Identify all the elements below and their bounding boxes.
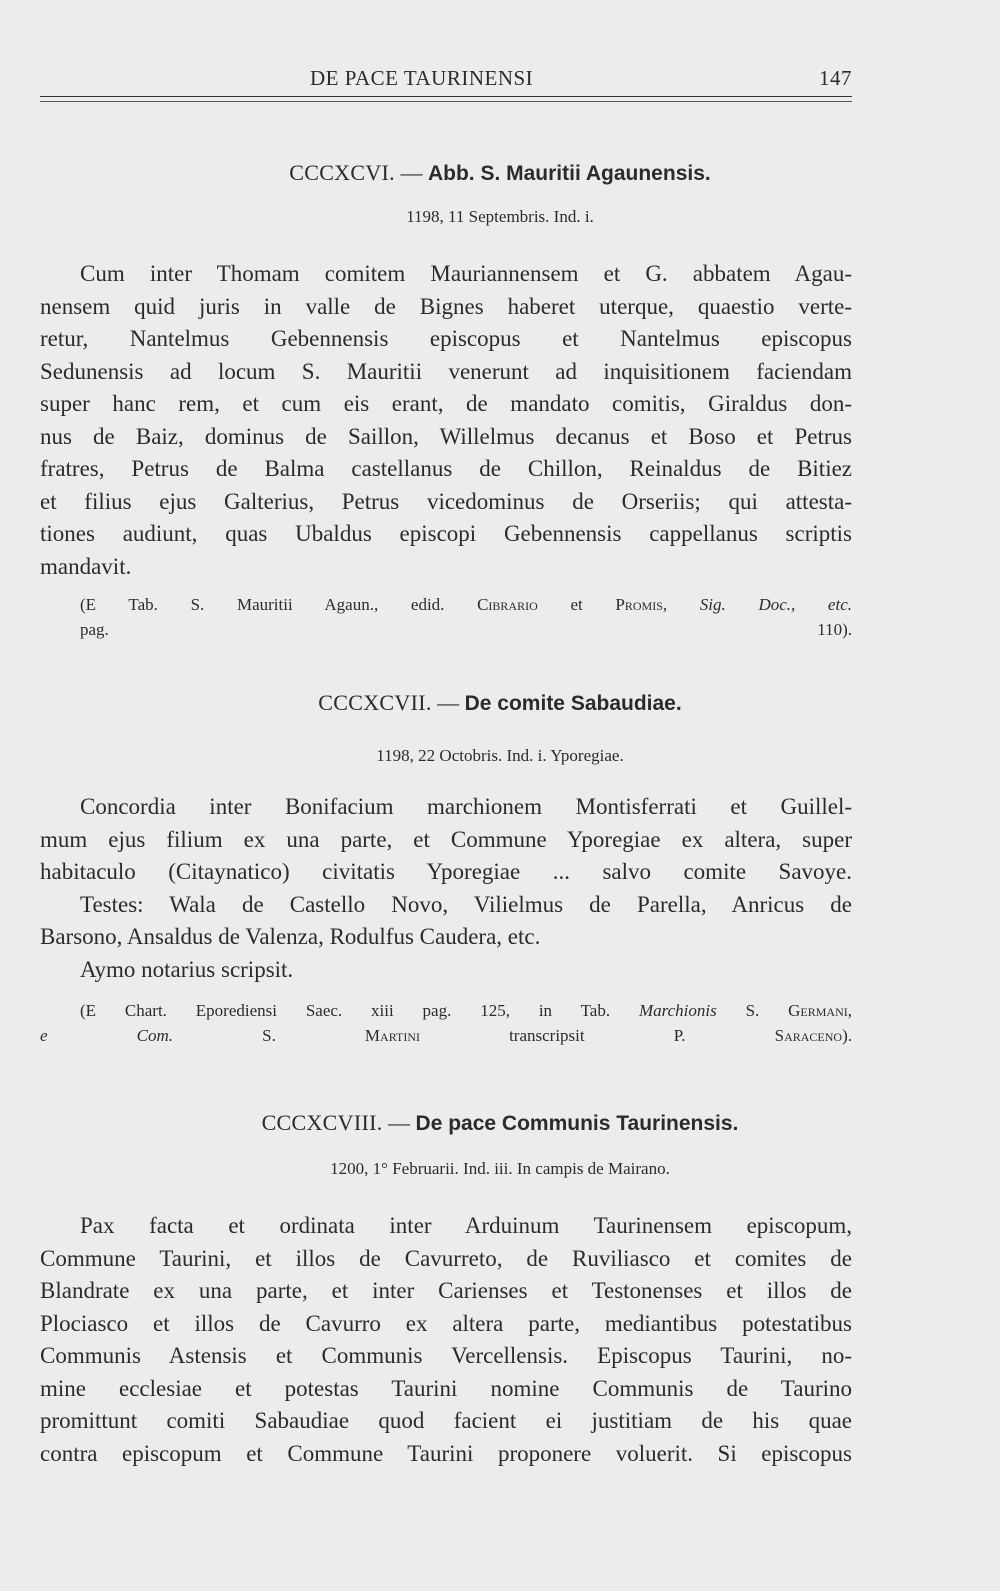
source-text: S.	[262, 1026, 276, 1045]
doc3-heading	[0, 1110, 1000, 1136]
doc3-dash: —	[388, 1110, 411, 1135]
source-text: (E Chart. Eporediensi Saec. xiii pag. 125, in Tab.	[80, 1001, 611, 1020]
body-line: super hanc rem, et cum eis erant, de mandato comitis, Giraldus don-	[40, 391, 852, 416]
running-head-title: DE PACE TAURINENSI	[310, 66, 534, 90]
doc2-source-note	[40, 998, 852, 1048]
source-author: Martini	[364, 1026, 420, 1045]
body-line: mine ecclesiae et potestas Taurini nomine Communis de Taurino	[40, 1375, 852, 1401]
body-line: habitaculo (Citaynatico) civitatis Yporegiae ... salvo comite Savoye.	[40, 859, 852, 884]
doc2-date: 1198, 22 Octobris. Ind. i. Yporegiae.	[376, 746, 624, 765]
doc1-title: Abb. S. Mauritii Agaunensis.	[427, 162, 711, 185]
body-line: Aymo notarius scripsit.	[80, 956, 294, 982]
body-line: Communis Astensis et Communis Vercellensis. Episcopus Taurini, no-	[40, 1343, 852, 1368]
body-line: Blandrate ex una parte, et inter Carienses et Testonenses et illos de	[40, 1278, 852, 1303]
body-line: et filius ejus Galterius, Petrus vicedominus de Orseriis; qui attesta-	[40, 488, 852, 514]
body-line: mum ejus filium ex una parte, et Commune Yporegiae ex altera, super	[40, 826, 852, 852]
doc1-heading	[0, 160, 1000, 186]
source-work: Sig. Doc., etc.	[699, 595, 852, 614]
doc3-body	[40, 1210, 852, 1470]
source-text: transcripsit P.	[509, 1026, 686, 1045]
source-work: Marchionis	[638, 1001, 717, 1020]
body-line: Pax facta et ordinata inter Arduinum Taurinensem episcopum,	[80, 1213, 852, 1238]
source-text: ,	[847, 1001, 853, 1020]
doc2-title: De comite Sabaudiae.	[464, 692, 682, 715]
source-text: et	[570, 595, 583, 614]
doc2-body	[40, 791, 852, 986]
source-author: Germani	[788, 1001, 848, 1020]
body-line: Barsono, Ansaldus de Valenza, Rodulfus Caudera, etc.	[40, 924, 541, 949]
source-line	[40, 998, 852, 1023]
body-line: mandavit.	[40, 553, 132, 579]
body-line: retur, Nantelmus Gebennensis episcopus et Nantelmus episcopus	[40, 326, 852, 351]
body-line: tiones audiunt, quas Ubaldus episcopi Gebennensis cappellanus scriptis	[40, 521, 852, 546]
body-line: Commune Taurini, et illos de Cavurreto, de Ruviliasco et comites de	[40, 1245, 852, 1271]
source-author: Promis	[615, 595, 663, 614]
doc1-body	[40, 258, 852, 583]
body-line: fratres, Petrus de Balma castellanus de Chillon, Reinaldus de Bitiez	[40, 456, 852, 481]
body-line: Testes: Wala de Castello Novo, Vilielmus de Parella, Anricus de	[80, 891, 852, 917]
source-text: ).	[842, 1026, 853, 1045]
body-line: nensem quid juris in valle de Bignes haberet uterque, quaestio verte-	[40, 293, 852, 319]
header-rule-thin	[40, 101, 852, 102]
source-text: S.	[745, 1001, 760, 1020]
page-number: 147	[819, 66, 852, 90]
body-line: promittunt comiti Sabaudiae quod facient ei justitiam de his quae	[40, 1408, 852, 1433]
header-rule	[40, 96, 852, 97]
doc2-dash: —	[437, 690, 460, 715]
source-text: (E Tab. S. Mauritii Agaun., edid.	[80, 595, 445, 614]
doc1-dash: —	[400, 160, 423, 185]
doc1-number: CCCXCVI.	[289, 160, 395, 185]
body-line: Cum inter Thomam comitem Mauriannensem et G. abbatem Agau-	[80, 261, 852, 286]
doc3-title: De pace Communis Taurinensis.	[415, 1112, 739, 1135]
body-line: contra episcopum et Commune Taurini proponere voluerit. Si episcopus	[40, 1440, 852, 1466]
doc1-source-note	[40, 592, 852, 642]
doc2-number: CCCXCVII.	[318, 690, 432, 715]
body-line: nus de Baiz, dominus de Saillon, Willelmus decanus et Boso et Petrus	[40, 423, 852, 449]
source-text: ,	[662, 595, 668, 614]
source-line: pag. 110).	[80, 620, 852, 639]
running-head	[40, 62, 852, 92]
source-line	[40, 1023, 852, 1048]
source-author: Saraceno	[774, 1026, 843, 1045]
body-line: Sedunensis ad locum S. Mauritii venerunt ad inquisitionem faciendam	[40, 358, 852, 384]
source-work: e Com.	[40, 1026, 174, 1045]
source-author: Cibrario	[477, 595, 538, 614]
source-line	[40, 592, 852, 617]
body-line: Plociasco et illos de Cavurro ex altera parte, mediantibus potestatibus	[40, 1310, 852, 1336]
body-line: Concordia inter Bonifacium marchionem Montisferrati et Guillel-	[80, 794, 852, 819]
doc3-number: CCCXCVIII.	[261, 1110, 383, 1135]
doc3-date: 1200, 1° Februarii. Ind. iii. In campis de Mairano.	[330, 1159, 670, 1178]
doc2-heading	[0, 690, 1000, 716]
doc1-date: 1198, 11 Septembris. Ind. i.	[406, 207, 594, 226]
